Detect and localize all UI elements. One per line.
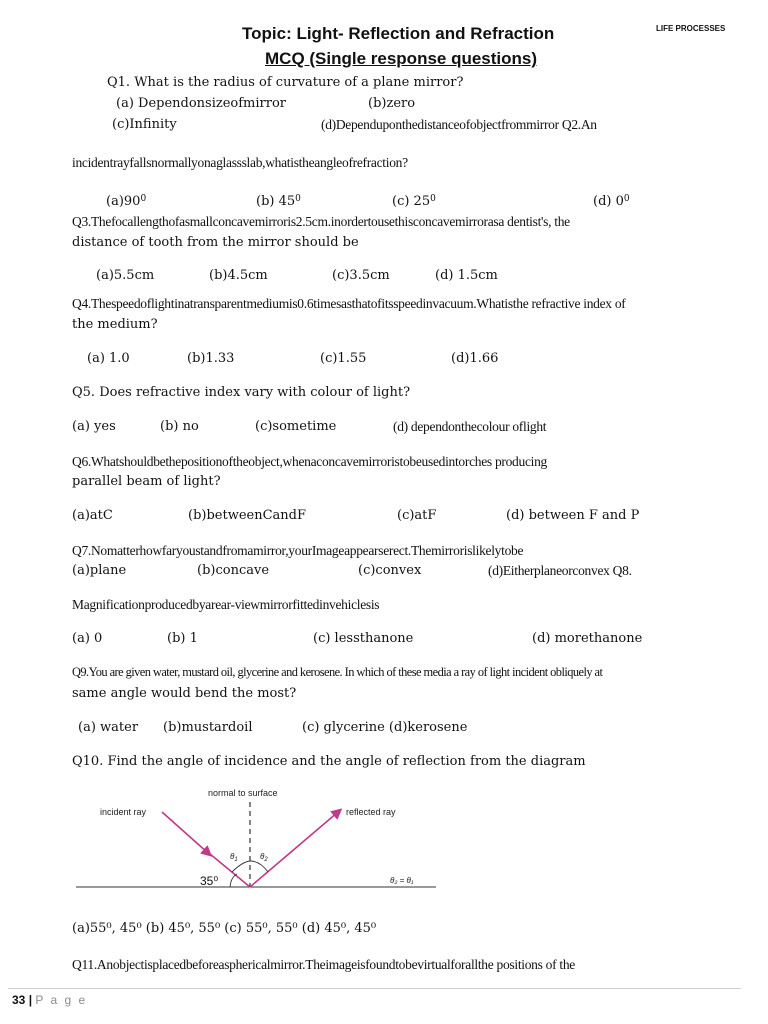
q2-text: incidentrayfallsnormallyonaglassslab,whatistheangleofrefraction? [72, 155, 408, 170]
q1-option-d: (d)Dependuponthedistanceofobjectfrommirror Q2.An [321, 117, 597, 132]
q5-option-a: (a) yes [72, 419, 116, 434]
q2-option-a: $(a)90^0$ [106, 194, 147, 209]
q9-option-a: (a) water [78, 720, 139, 735]
q9-option-b: (b)mustardoil [163, 720, 253, 735]
q1-option-b: (b)zero [368, 96, 416, 111]
q6-option-a: (a)atC [72, 508, 113, 523]
q6-text-line1: Q6.Whatshouldbethepositionoftheobject,whenaconcavemirroristobeusedintorches producing [72, 454, 547, 469]
q7-text: Q7.Nomatterhowfaryoustandfromamirror,yourImageappearserect.Themirrorislikelytobe [72, 543, 524, 558]
q9-text-line2: same angle would bend the most? [72, 686, 297, 701]
incident-ray-arrow [162, 812, 208, 853]
q9-text-line1: Q9.You are given water, mustard oil, glycerine and kerosene. In which of these media a ray of light incident obliquely at [72, 665, 603, 679]
q3-option-c: (c)3.5cm [332, 268, 390, 283]
q5-option-c: (c)sometime [255, 419, 337, 434]
q10-options: (a)55⁰, 45⁰ (b) 45⁰, 55⁰ (c) 55⁰, 55⁰ (d) 45⁰, 45⁰ [72, 921, 377, 936]
theta2-label: $\theta_2$ [260, 852, 268, 863]
q5-option-d: (d) dependonthecolour oflight [393, 419, 547, 434]
q3-option-a: (a)5.5cm [96, 268, 155, 283]
q8-option-b: (b) 1 [167, 631, 198, 646]
q8-option-d: (d) morethanone [532, 631, 643, 646]
reflected-ray [250, 812, 338, 887]
law-label: θ₂ = θ₁ [390, 876, 414, 885]
theta1-label: $\theta_1$ [230, 852, 238, 863]
q2-option-d: (d) $0^0$ [593, 194, 630, 209]
page-footer [12, 993, 87, 1007]
reflected-label: reflected ray [346, 807, 396, 817]
q7-option-c: (c)convex [358, 563, 422, 578]
q3-text-line1: Q3.Thefocallengthofasmallconcavemirroris2.5cm.inordertousethisconcavemirrorasa dentist's, the [72, 214, 570, 229]
page-number: 33 [12, 993, 26, 1007]
q4-text-line2: the medium? [72, 317, 158, 332]
q9-option-cd: (c) glycerine (d)kerosene [302, 720, 468, 735]
q4-option-d: (d)1.66 [451, 351, 499, 366]
q8-option-a: (a) 0 [72, 631, 103, 646]
q2-option-b: (b) $45^0$ [256, 194, 301, 209]
q5-text: Q5. Does refractive index vary with colour of light? [72, 385, 411, 400]
q3-option-b: (b)4.5cm [209, 268, 268, 283]
q1-text: Q1. What is the radius of curvature of a plane mirror? [107, 75, 464, 90]
q6-option-b: (b)betweenCandF [188, 508, 307, 523]
q6-option-d: (d) between F and P [506, 508, 640, 523]
q8-text: Magnificationproducedbyarear-viewmirrorfittedinvehiclesis [72, 597, 380, 612]
q1-option-a: (a) Dependonsizeofmirror [116, 96, 287, 111]
q4-option-b: (b)1.33 [187, 351, 235, 366]
header-tag: LIFE PROCESSES [656, 24, 726, 33]
incident-label: incident ray [100, 807, 147, 817]
footer-divider [8, 988, 741, 989]
q1-option-c: (c)Infinity [112, 117, 177, 132]
page-title: Topic: Light- Reflection and Refraction [242, 24, 555, 43]
q6-option-c: (c)atF [397, 508, 437, 523]
reflection-diagram [70, 782, 450, 894]
q8-option-c: (c) lessthanone [313, 631, 414, 646]
q4-option-a: (a) 1.0 [87, 351, 130, 366]
q10-text: Q10. Find the angle of incidence and the angle of reflection from the diagram [72, 754, 586, 769]
q7-option-a: (a)plane [72, 563, 127, 578]
page-subtitle: MCQ (Single response questions) [265, 49, 538, 68]
q11-text: Q11.Anobjectisplacedbeforeasphericalmirror.Theimageisfoundtobevirtualforallthe positions of the [72, 957, 575, 972]
q3-text-line2: distance of tooth from the mirror should be [72, 235, 359, 250]
q5-option-b: (b) no [160, 419, 199, 434]
q3-option-d: (d) 1.5cm [435, 268, 498, 283]
page-word: P a g e [35, 993, 88, 1007]
angle-35-label: 35⁰ [200, 874, 219, 888]
q4-text-line1: Q4.Thespeedoflightinatransparentmediumis0.6timesasthatofitsspeedinvacuum.Whatisthe refractive index of [72, 296, 626, 311]
q7-option-b: (b)concave [197, 563, 270, 578]
normal-label: normal to surface [208, 788, 278, 798]
q4-option-c: (c)1.55 [320, 351, 367, 366]
footer-separator: | [28, 993, 33, 1007]
q6-text-line2: parallel beam of light? [72, 474, 221, 489]
q2-option-c: (c) $25^0$ [392, 194, 436, 209]
q7-option-d: (d)Eitherplaneorconvex Q8. [488, 563, 632, 578]
